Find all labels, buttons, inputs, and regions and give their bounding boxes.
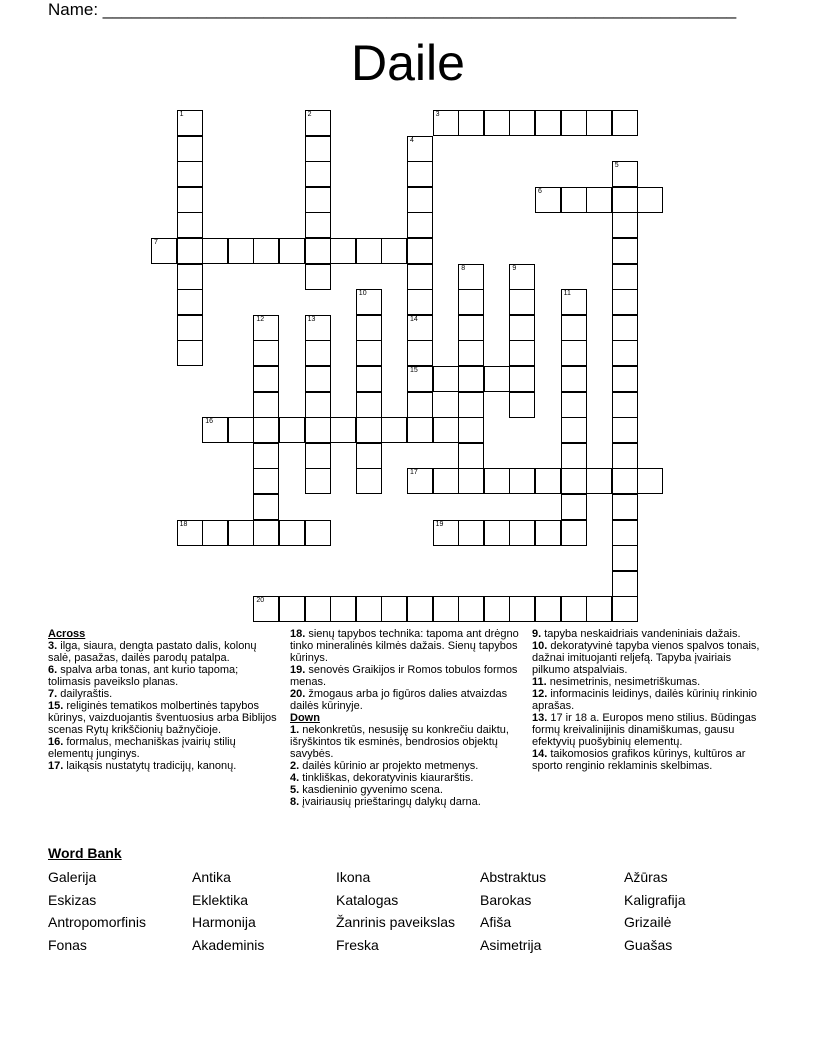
- word-bank-column: [336, 866, 455, 957]
- word-bank-item: Fonas: [48, 937, 87, 954]
- page-title: Daile: [351, 35, 465, 91]
- grid-cell[interactable]: [612, 238, 638, 264]
- clue-down-10: 10. dekoratyvinė tapyba vienos spalvos tonais, dažnai imituojanti reljefą. Tapyba įvairiais pilkumo atspalviais.: [532, 640, 760, 676]
- grid-cell[interactable]: [458, 520, 484, 546]
- grid-cell[interactable]: [561, 443, 587, 469]
- grid-cell[interactable]: [561, 596, 587, 622]
- grid-cell[interactable]: [330, 238, 356, 264]
- grid-cell[interactable]: [253, 392, 279, 418]
- grid-cell[interactable]: [612, 571, 638, 597]
- grid-cell[interactable]: [228, 417, 254, 443]
- grid-cell[interactable]: [484, 110, 510, 136]
- grid-cell[interactable]: [458, 392, 484, 418]
- grid-cell[interactable]: [356, 443, 382, 469]
- grid-cell[interactable]: [228, 520, 254, 546]
- grid-cell[interactable]: [305, 468, 331, 494]
- grid-cell[interactable]: [305, 340, 331, 366]
- grid-cell[interactable]: [177, 520, 203, 546]
- grid-cell[interactable]: [637, 468, 663, 494]
- grid-cell[interactable]: [407, 468, 433, 494]
- grid-cell[interactable]: [305, 520, 331, 546]
- grid-cell[interactable]: [586, 596, 612, 622]
- grid-cell[interactable]: [177, 264, 203, 290]
- clue-down-12: 12. informacinis leidinys, dailės kūrinių rinkinio aprašas.: [532, 688, 758, 712]
- clue-down-13: 13. 17 ir 18 a. Europos meno stilius. Būdingas formų kreivalinijinis dinamiškumas, gausu efektyvių puošybinių elementų.: [532, 712, 757, 748]
- clue-down-5: 5. kasdieninio gyvenimo scena.: [290, 784, 443, 796]
- grid-cell[interactable]: [612, 264, 638, 290]
- grid-cell[interactable]: [202, 238, 228, 264]
- grid-cell[interactable]: [279, 417, 305, 443]
- grid-cell[interactable]: [458, 340, 484, 366]
- grid-cell[interactable]: [612, 468, 638, 494]
- grid-cell[interactable]: [509, 596, 535, 622]
- grid-cell[interactable]: [202, 520, 228, 546]
- grid-cell[interactable]: [612, 366, 638, 392]
- word-bank-item: Antika: [192, 869, 231, 885]
- grid-cell[interactable]: [561, 366, 587, 392]
- word-bank-column: [192, 866, 264, 957]
- grid-cell[interactable]: [484, 596, 510, 622]
- grid-cell[interactable]: [407, 161, 433, 187]
- clue-down-14: 14. taikomosios grafikos kūrinys, kultūros ar sporto renginio reklaminis skelbimas.: [532, 748, 746, 772]
- grid-cell[interactable]: [535, 520, 561, 546]
- clue-number: 11: [563, 290, 571, 298]
- grid-cell[interactable]: [509, 110, 535, 136]
- grid-cell[interactable]: [612, 494, 638, 520]
- grid-cell[interactable]: [458, 110, 484, 136]
- grid-cell[interactable]: [509, 520, 535, 546]
- grid-cell[interactable]: [458, 289, 484, 315]
- grid-cell[interactable]: [407, 596, 433, 622]
- grid-cell[interactable]: [612, 520, 638, 546]
- grid-cell[interactable]: [561, 468, 587, 494]
- grid-cell[interactable]: [433, 520, 459, 546]
- grid-cell[interactable]: [407, 417, 433, 443]
- grid-cell[interactable]: [612, 315, 638, 341]
- grid-cell[interactable]: [253, 520, 279, 546]
- grid-cell[interactable]: [484, 520, 510, 546]
- grid-cell[interactable]: [586, 110, 612, 136]
- word-bank-item: Freska: [336, 937, 379, 954]
- clue-across-3: 3. ilga, siaura, dengta pastato dalis, kolonų salė, pasažas, dailės parodų patalpa.: [48, 640, 257, 664]
- grid-cell[interactable]: [356, 238, 382, 264]
- grid-cell[interactable]: [253, 238, 279, 264]
- clue-column-2: [290, 628, 522, 808]
- grid-cell[interactable]: [535, 468, 561, 494]
- clue-number: 9: [512, 264, 517, 272]
- grid-cell[interactable]: [305, 212, 331, 238]
- grid-cell[interactable]: [612, 596, 638, 622]
- clue-number: 16: [205, 418, 213, 426]
- word-bank-item: Eklektika: [192, 891, 249, 908]
- clue-down-2: 2. dailės kūrinio ar projekto metmenys.: [290, 760, 479, 772]
- clue-number: 2: [307, 111, 312, 118]
- grid-cell[interactable]: [253, 340, 279, 366]
- clue-number: 6: [538, 187, 542, 195]
- clue-across-7: 7. dailyraštis.: [48, 688, 113, 700]
- grid-cell[interactable]: [407, 366, 433, 392]
- grid-cell[interactable]: [458, 468, 484, 494]
- word-bank-item: Asimetrija: [480, 937, 542, 954]
- grid-cell[interactable]: [433, 366, 459, 392]
- clue-number: 4: [410, 136, 414, 144]
- grid-cell[interactable]: [458, 264, 484, 290]
- grid-cell[interactable]: [305, 315, 331, 341]
- grid-cell[interactable]: [509, 340, 535, 366]
- grid-cell[interactable]: [356, 289, 382, 315]
- word-bank-item: Žanrinis paveikslas: [336, 914, 456, 931]
- grid-cell[interactable]: [305, 136, 331, 162]
- clue-down-4: 4. tinkliškas, dekoratyvinis kiaurarštis.: [290, 772, 474, 784]
- grid-cell[interactable]: [177, 238, 203, 264]
- grid-cell[interactable]: [305, 238, 331, 264]
- grid-cell[interactable]: [356, 340, 382, 366]
- grid-cell[interactable]: [586, 468, 612, 494]
- grid-cell[interactable]: [535, 596, 561, 622]
- grid-cell[interactable]: [561, 110, 587, 136]
- grid-cell[interactable]: [433, 110, 459, 136]
- grid-cell[interactable]: [561, 187, 587, 213]
- clue-number: 15: [410, 367, 418, 374]
- clue-number: 17: [410, 469, 418, 477]
- grid-cell[interactable]: [305, 366, 331, 392]
- grid-cell[interactable]: [356, 366, 382, 392]
- grid-cell[interactable]: [433, 417, 459, 443]
- grid-cell[interactable]: [177, 289, 203, 315]
- grid-cell[interactable]: [202, 417, 228, 443]
- clue-down-8: 8. įvairiausių prieštaringų dalykų darna.: [290, 796, 481, 808]
- grid-cell[interactable]: [228, 238, 254, 264]
- grid-cell[interactable]: [586, 187, 612, 213]
- grid-cell[interactable]: [356, 315, 382, 341]
- clue-down-1: 1. nekonkretūs, nesusiję su konkrečiu daiktu, išryškintos tik esminės, bendrosios objektų savybės.: [290, 724, 509, 760]
- grid-cell[interactable]: [177, 315, 203, 341]
- grid-cell[interactable]: [612, 187, 638, 213]
- clue-across-15: 15. religinės tematikos molbertinės tapybos kūrinys, vaizduojantis šventuosius arba Biblijos scenas Rytų krikščionių bažnyčioje.: [48, 700, 277, 736]
- grid-cell[interactable]: [253, 494, 279, 520]
- word-bank-title: Word Bank: [48, 845, 122, 861]
- grid-cell[interactable]: [433, 468, 459, 494]
- grid-cell[interactable]: [612, 392, 638, 418]
- grid-cell[interactable]: [509, 315, 535, 341]
- word-bank-column: [480, 866, 546, 957]
- word-bank-column: [48, 866, 146, 957]
- word-bank-item: Harmonija: [192, 914, 256, 931]
- clue-across-17: 17. laikąsis nustatytų tradicijų, kanonų.: [48, 760, 237, 772]
- clue-down-11: 11. nesimetrinis, nesimetriškumas.: [532, 676, 701, 688]
- grid-cell[interactable]: [253, 443, 279, 469]
- word-bank-item: Akademinis: [192, 937, 265, 954]
- clue-number: 5: [614, 162, 619, 170]
- grid-cell[interactable]: [177, 136, 203, 162]
- clue-number: 7: [154, 239, 158, 246]
- grid-cell[interactable]: [612, 417, 638, 443]
- grid-cell[interactable]: [612, 289, 638, 315]
- grid-cell[interactable]: [381, 238, 407, 264]
- grid-cell[interactable]: [177, 340, 203, 366]
- grid-cell[interactable]: [561, 289, 587, 315]
- grid-cell[interactable]: [279, 238, 305, 264]
- clue-number: 19: [435, 520, 444, 528]
- grid-cell[interactable]: [151, 238, 177, 264]
- clue-number: 8: [461, 264, 466, 272]
- grid-cell[interactable]: [535, 110, 561, 136]
- grid-cell[interactable]: [253, 315, 279, 341]
- down-heading: Down: [290, 712, 320, 724]
- grid-cell[interactable]: [407, 136, 433, 162]
- grid-cell[interactable]: [407, 187, 433, 213]
- grid-cell[interactable]: [253, 468, 279, 494]
- grid-cell[interactable]: [356, 392, 382, 418]
- grid-cell[interactable]: [305, 417, 331, 443]
- word-bank-item: Galerija: [48, 869, 97, 885]
- grid-cell[interactable]: [279, 596, 305, 622]
- word-bank-item: Katalogas: [336, 891, 399, 908]
- clue-across-18: 18. sienų tapybos technika: tapoma ant drėgno tinko mineralinės kilmės dažais. Sienų tapybos kūrinys.: [290, 628, 519, 664]
- grid-cell[interactable]: [484, 468, 510, 494]
- grid-cell[interactable]: [509, 366, 535, 392]
- grid-cell[interactable]: [305, 596, 331, 622]
- grid-cell[interactable]: [612, 443, 638, 469]
- grid-cell[interactable]: [407, 340, 433, 366]
- grid-cell[interactable]: [407, 212, 433, 238]
- grid-cell[interactable]: [407, 238, 433, 264]
- word-bank-item: Abstraktus: [480, 869, 547, 885]
- word-bank-item: Grizailė: [624, 914, 672, 931]
- grid-cell[interactable]: [407, 392, 433, 418]
- grid-cell[interactable]: [177, 187, 203, 213]
- word-bank-item: Ažūras: [624, 869, 668, 885]
- grid-cell[interactable]: [458, 417, 484, 443]
- grid-cell[interactable]: [177, 110, 203, 136]
- grid-cell[interactable]: [561, 494, 587, 520]
- grid-cell[interactable]: [458, 596, 484, 622]
- grid-cell[interactable]: [381, 596, 407, 622]
- grid-cell[interactable]: [561, 392, 587, 418]
- grid-cell[interactable]: [458, 366, 484, 392]
- grid-cell[interactable]: [509, 468, 535, 494]
- grid-cell[interactable]: [177, 212, 203, 238]
- clue-column-1: [48, 628, 280, 772]
- grid-cell[interactable]: [637, 187, 663, 213]
- grid-cell[interactable]: [561, 315, 587, 341]
- grid-cell[interactable]: [253, 417, 279, 443]
- grid-cell[interactable]: [356, 596, 382, 622]
- grid-cell[interactable]: [612, 161, 638, 187]
- grid-cell[interactable]: [407, 315, 433, 341]
- grid-cell[interactable]: [305, 392, 331, 418]
- name-line[interactable]: Name: ___________________________________________________________________: [48, 0, 737, 19]
- word-bank-item: Antropomorfinis: [48, 914, 147, 931]
- clue-number: 14: [410, 315, 418, 323]
- clue-number: 10: [358, 290, 367, 298]
- grid-cell[interactable]: [330, 596, 356, 622]
- grid-cell[interactable]: [305, 187, 331, 213]
- word-bank-item: Eskizas: [48, 891, 97, 908]
- word-bank-item: Guašas: [624, 937, 673, 954]
- grid-cell[interactable]: [356, 468, 382, 494]
- word-bank-column: [624, 866, 685, 957]
- grid-cell[interactable]: [612, 340, 638, 366]
- grid-cell[interactable]: [612, 110, 638, 136]
- word-bank-item: Ikona: [336, 869, 371, 885]
- clue-across-6: 6. spalva arba tonas, ant kurio tapoma; tolimasis paveikslo planas.: [48, 664, 239, 688]
- grid-cell[interactable]: [279, 520, 305, 546]
- grid-cell[interactable]: [561, 520, 587, 546]
- word-bank-item: Kaligrafija: [624, 891, 686, 908]
- grid-cell[interactable]: [509, 264, 535, 290]
- grid-cell[interactable]: [356, 417, 382, 443]
- clue-number: 1: [179, 111, 184, 118]
- grid-cell[interactable]: [509, 289, 535, 315]
- grid-cell[interactable]: [433, 596, 459, 622]
- grid-cell[interactable]: [561, 417, 587, 443]
- grid-cell[interactable]: [458, 443, 484, 469]
- clue-across-16: 16. formalus, mechaniškas įvairių stilių elementų junginys.: [48, 736, 236, 760]
- grid-cell[interactable]: [177, 161, 203, 187]
- grid-cell[interactable]: [612, 212, 638, 238]
- grid-cell[interactable]: [253, 366, 279, 392]
- grid-cell[interactable]: [305, 443, 331, 469]
- clue-number: 12: [256, 315, 265, 323]
- grid-cell[interactable]: [458, 315, 484, 341]
- clue-across-20: 20. žmogaus arba jo figūros dalies atvaizdas dailės kūrinyje.: [290, 688, 508, 712]
- grid-cell[interactable]: [381, 417, 407, 443]
- clue-down-9: 9. tapyba neskaidriais vandeniniais dažais.: [532, 628, 741, 640]
- clue-number: 13: [307, 315, 316, 323]
- grid-cell[interactable]: [509, 392, 535, 418]
- word-bank-item: Barokas: [480, 891, 532, 908]
- clue-across-19: 19. senovės Graikijos ir Romos tobulos formos menas.: [290, 664, 518, 688]
- grid-cell[interactable]: [305, 264, 331, 290]
- clue-number: 18: [179, 520, 188, 528]
- grid-cell[interactable]: [561, 340, 587, 366]
- grid-cell[interactable]: [253, 596, 279, 622]
- grid-cell[interactable]: [535, 187, 561, 213]
- grid-cell[interactable]: [305, 161, 331, 187]
- grid-cell[interactable]: [612, 545, 638, 571]
- grid-cell[interactable]: [330, 417, 356, 443]
- grid-cell[interactable]: [484, 366, 510, 392]
- across-heading: Across: [48, 628, 86, 640]
- clue-number: 3: [435, 111, 440, 118]
- grid-cell[interactable]: [407, 289, 433, 315]
- clue-number: 20: [256, 597, 265, 605]
- grid-cell[interactable]: [305, 110, 331, 136]
- word-bank-item: Afiša: [480, 914, 512, 931]
- clue-column-3: [532, 628, 768, 772]
- grid-cell[interactable]: [407, 264, 433, 290]
